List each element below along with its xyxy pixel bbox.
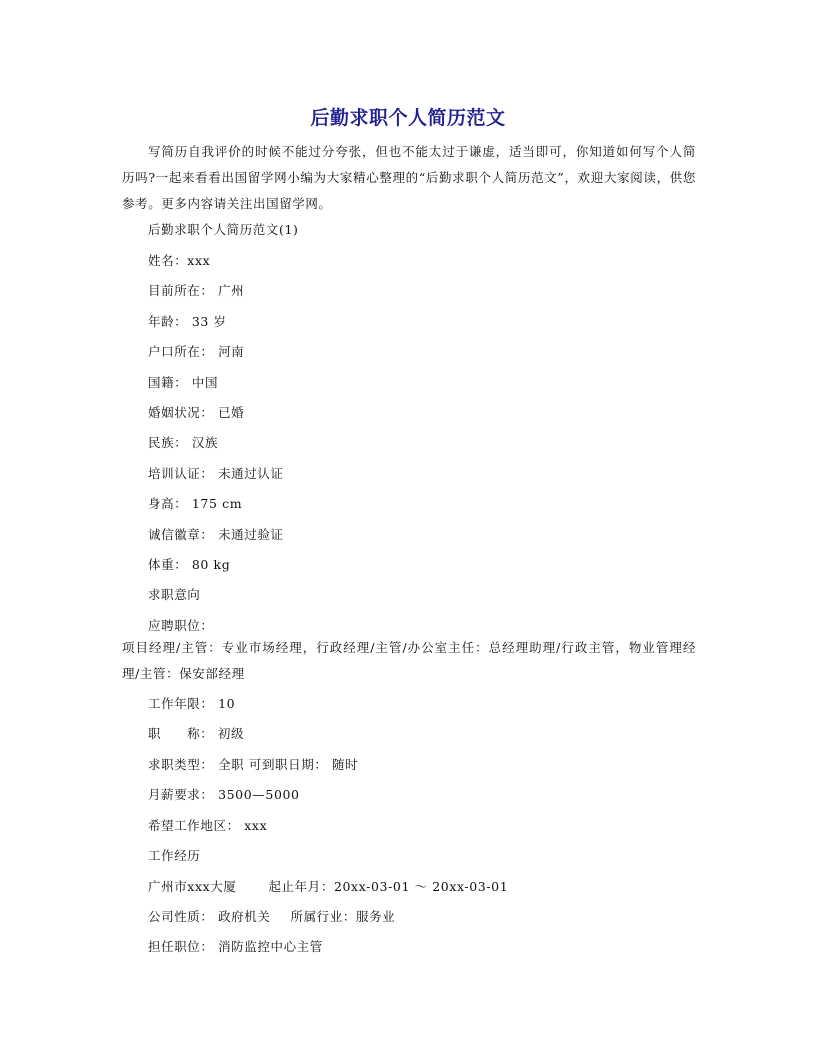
intent-heading: 求职意向: [148, 587, 201, 602]
intro-paragraph: 写简历自我评价的时候不能过分夸张，但也不能太过于谦虚，适当即可，你知道如何写个人简历吗?一起来看看出国留学网小编为大家精心整理的“后勤求职个人简历范文”，欢迎大家阅读，供您参考。更多内容请关注出国留学网。: [122, 144, 696, 211]
rank-label: 职: [148, 726, 162, 741]
field-age: 年龄： 33 岁: [148, 314, 227, 329]
exp-heading: 工作经历: [148, 848, 201, 863]
section-heading-1: 后勤求职个人简历范文(1): [148, 222, 299, 237]
field-job-type: 求职类型： 全职 可到职日期： 随时: [148, 757, 359, 772]
rank-value: 称： 初级: [187, 726, 245, 741]
field-nature-industry: [148, 907, 395, 925]
field-location: 目前所在： 广州: [148, 283, 245, 298]
field-ethnicity: 民族： 汉族: [148, 435, 219, 450]
field-weight: 体重： 80 kg: [148, 557, 231, 572]
field-credit: 诚信徽章： 未通过验证: [148, 527, 284, 542]
field-rank: [148, 724, 244, 742]
field-years: 工作年限： 10: [148, 696, 236, 711]
field-area: 希望工作地区： xxx: [148, 818, 268, 833]
company-name: 广州市xxx大厦: [148, 879, 237, 894]
positions-text: 项目经理/主管：专业市场经理，行政经理/主管/办公室主任：总经理助理/行政主管，物业管理经理/主管：保安部经理: [122, 640, 696, 681]
position-label: 应聘职位：: [148, 618, 214, 633]
company-nature: 公司性质： 政府机关: [148, 909, 271, 924]
field-name: 姓名：xxx: [148, 253, 211, 268]
field-salary: 月薪要求： 3500—5000: [148, 787, 300, 802]
field-hukou: 户口所在： 河南: [148, 344, 245, 359]
industry: 所属行业：服务业: [290, 909, 396, 924]
field-company-period: [148, 877, 508, 895]
field-role: 担任职位： 消防监控中心主管: [148, 939, 323, 954]
period: 起止年月：20xx-03-01 ～ 20xx-03-01: [268, 879, 509, 894]
field-training: 培训认证： 未通过认证: [148, 466, 284, 481]
field-nationality: 国籍： 中国: [148, 375, 219, 390]
document-title: 后勤求职个人简历范文: [310, 107, 506, 129]
field-marital: 婚姻状况： 已婚: [148, 405, 245, 420]
field-height: 身高： 175 cm: [148, 496, 243, 511]
